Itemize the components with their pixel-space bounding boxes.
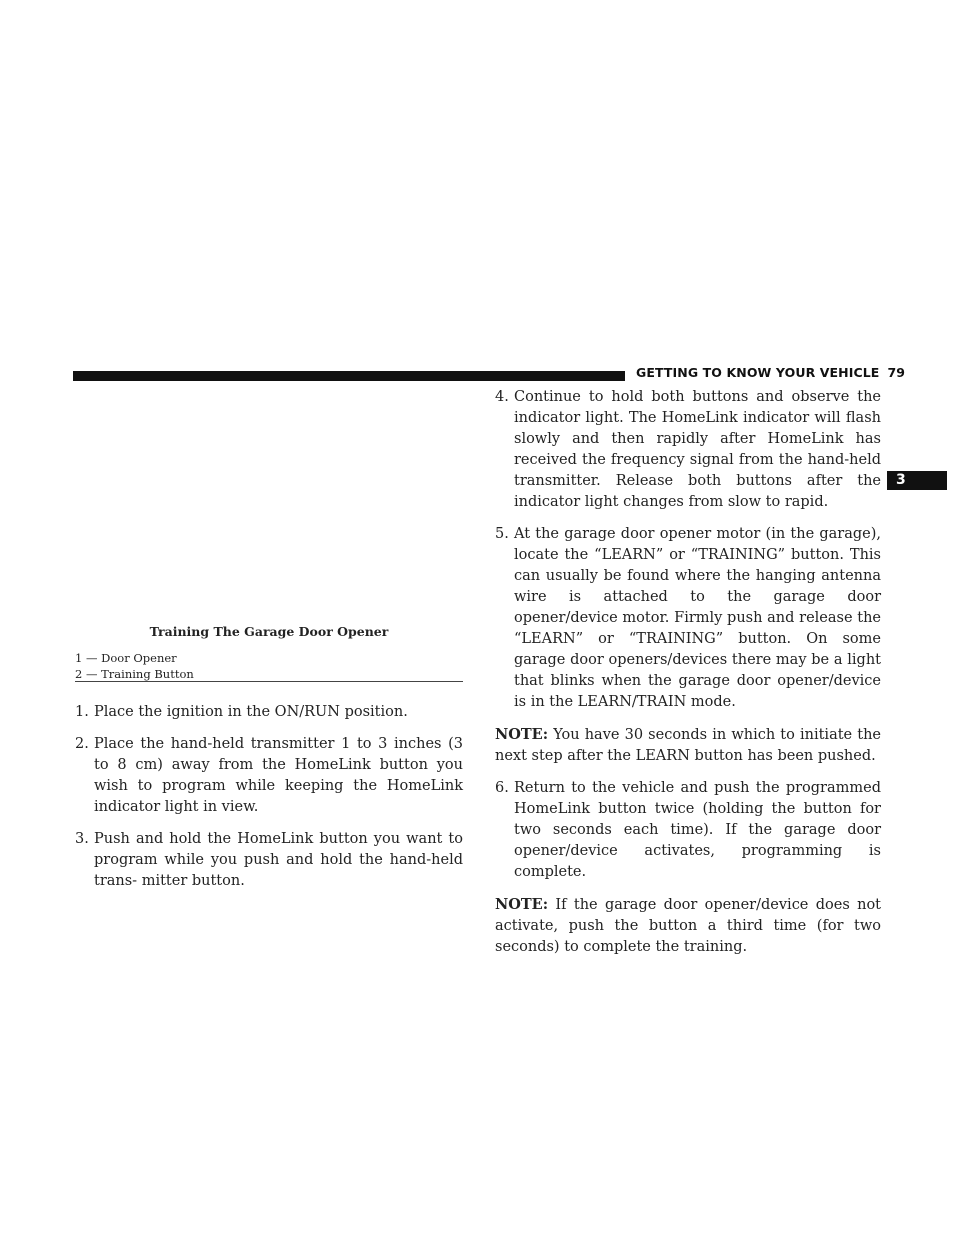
figure-caption: Training The Garage Door Opener: [149, 624, 389, 639]
step-number: 5.: [495, 526, 509, 542]
step-item: [75, 702, 463, 723]
step-text: Continue to hold both buttons and observe the indicator light. The HomeLink indicator will flash slowly and then rapidly after HomeLink has received the frequency signal from the hand-held transmitter. Release both buttons after the indicator light changes from slow to rapid.: [514, 389, 881, 510]
legend-item: 2 — Training Button: [75, 667, 194, 681]
note-label: NOTE:: [495, 896, 549, 913]
step-number: 3.: [75, 831, 89, 847]
note-text: If the garage door opener/device does not activate, push the button a third time (for two seconds) to complete the training.: [495, 897, 881, 955]
running-header: [636, 365, 905, 380]
step-item: [495, 387, 881, 513]
step-number: 6.: [495, 780, 509, 796]
legend-divider: [75, 681, 463, 682]
note-label: NOTE:: [495, 726, 549, 743]
step-number: 1.: [75, 704, 89, 720]
section-title: GETTING TO KNOW YOUR VEHICLE: [636, 365, 880, 380]
step-text: Place the hand-held transmitter 1 to 3 inches (3 to 8 cm) away from the HomeLink button you wish to program while keeping the HomeLink indicator light in view.: [94, 736, 463, 815]
step-text: Push and hold the HomeLink button you want to program while you push and hold the hand-held trans- mitter button.: [94, 831, 463, 889]
figure-legend: [75, 650, 194, 682]
left-column: [75, 702, 463, 903]
note-paragraph: [495, 724, 881, 767]
step-number: 2.: [75, 736, 89, 752]
note-text: You have 30 seconds in which to initiate the next step after the LEARN button has been pushed.: [495, 727, 881, 764]
right-column: [495, 387, 881, 969]
step-item: [75, 734, 463, 818]
step-text: Place the ignition in the ON/RUN position.: [94, 704, 408, 720]
figure-placeholder: [75, 385, 463, 617]
page-number: 79: [887, 365, 906, 380]
legend-item: 1 — Door Opener: [75, 651, 177, 665]
step-item: [495, 778, 881, 883]
step-text: At the garage door opener motor (in the garage), locate the “LEARN” or “TRAINING” button. This can usually be found where the hanging antenna wire is attached to the garage door opener/device motor. Firmly push and release the “LEARN” or “TRAINING” button. On some garage door openers/devices there may be a light that blinks when the garage door opener/device is in the LEARN/TRAIN mode.: [514, 526, 881, 710]
step-number: 4.: [495, 389, 509, 405]
chapter-tab: 3: [887, 471, 947, 490]
step-text: Return to the vehicle and push the programmed HomeLink button twice (holding the button for two seconds each time). If the garage door opener/device activates, programming is complete.: [514, 780, 881, 880]
step-item: [75, 829, 463, 892]
header-rule: [73, 371, 625, 381]
step-item: [495, 524, 881, 713]
note-paragraph: [495, 894, 881, 958]
